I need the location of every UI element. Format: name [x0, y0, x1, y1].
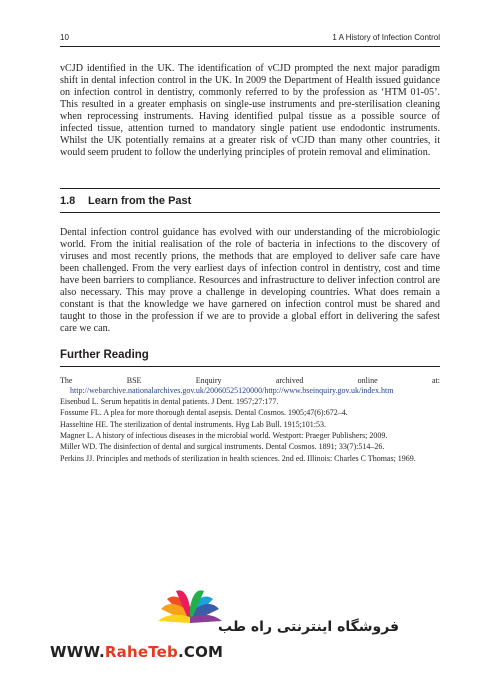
further-reading-rule — [60, 366, 440, 367]
reference-item: Eisenbud L. Serum hepatitis in dental patients. J Dent. 1957;27:177. — [60, 397, 279, 407]
section-number: 1.8 — [60, 195, 76, 207]
watermark-url-brand: RaheTeb — [104, 643, 178, 661]
section-rule-top — [60, 188, 440, 189]
reference-item: Perkins JJ. Principles and methods of sterilization in health sciences. 2nd ed. Illinois: Charles C Thomas; 1969. — [60, 453, 416, 463]
chapter-title: 1 A History of Infection Control — [332, 33, 440, 42]
reference-link[interactable]: http://webarchive.nationalarchives.gov.uk/20060525120000/http://www.bseinquiry.gov.uk/index.htm — [70, 385, 394, 395]
section-body: Dental infection control guidance has evolved with our understanding of the microbiologic world. From the initial realisation of the role of bacteria in infections to the discovery of viruses and most recently prions, the methods that are employed to deliver safe care have been challenged. From the very earliest days of infection control in dentistry, cost and time have been barriers to compliance. Resources and infrastructure to deliver infection control are also necessary. This may prove a challenge in developing countries. What does remain a constant is that the knowledge we have garnered on infection control must be shared and taught to those in the profession if we are to provide a global effort in delivering the safest care we can. — [60, 227, 440, 335]
running-head — [60, 33, 440, 42]
intro-paragraph: vCJD identified in the UK. The identification of vCJD prompted the next major paradigm shift in dental infection control in the UK. In 2009 the Department of Health issued guidance on infection control in dentistry, commonly referred to by the profession as ‘HTM 01-05’. This resulted in a greater emphasis on single-use instruments and pre-sterilisation cleaning when reprocessing instruments. Having identified pulpal tissue as a possible source of infected tissue, attention turned to mandatory single patient use endodontic instruments. Whilst the UK potentially remains at a greater risk of vCJD than many other countries, it would seem prudent to follow the underlying principles of protein removal and elimination. — [60, 63, 440, 159]
section-title: Learn from the Past — [88, 195, 192, 207]
reference-item: Miller WD. The disinfection of dental and surgical instruments. Dental Cosmos. 1891; 33(7):514–26. — [60, 442, 385, 452]
section-rule-bottom — [60, 212, 440, 213]
header-rule — [60, 46, 440, 47]
watermark-persian-text: فروشگاه اینترنتی راه طب — [218, 619, 400, 635]
watermark-url-prefix: WWW. — [50, 643, 105, 661]
watermark-url — [50, 643, 223, 661]
reference-item: Hasseltine HE. The sterilization of dental instruments. Hyg Lab Bull. 1915;101:53. — [60, 419, 327, 429]
watermark-url-suffix: .COM — [178, 643, 224, 661]
reference-item: Magner L. A history of infectious diseases in the microbial world. Westport: Praeger Publishers; 2009. — [60, 430, 388, 440]
reference-item — [60, 376, 440, 396]
reference-list — [60, 376, 440, 465]
reference-text: The BSE Enquiry archived online at: — [60, 376, 440, 385]
reference-item: Fossume FL. A plea for more thorough dental asepsis. Dental Cosmos. 1905;47(6):672–4. — [60, 408, 348, 418]
section-heading — [60, 195, 440, 207]
page-number: 10 — [60, 33, 69, 42]
further-reading-heading: Further Reading — [60, 349, 149, 361]
